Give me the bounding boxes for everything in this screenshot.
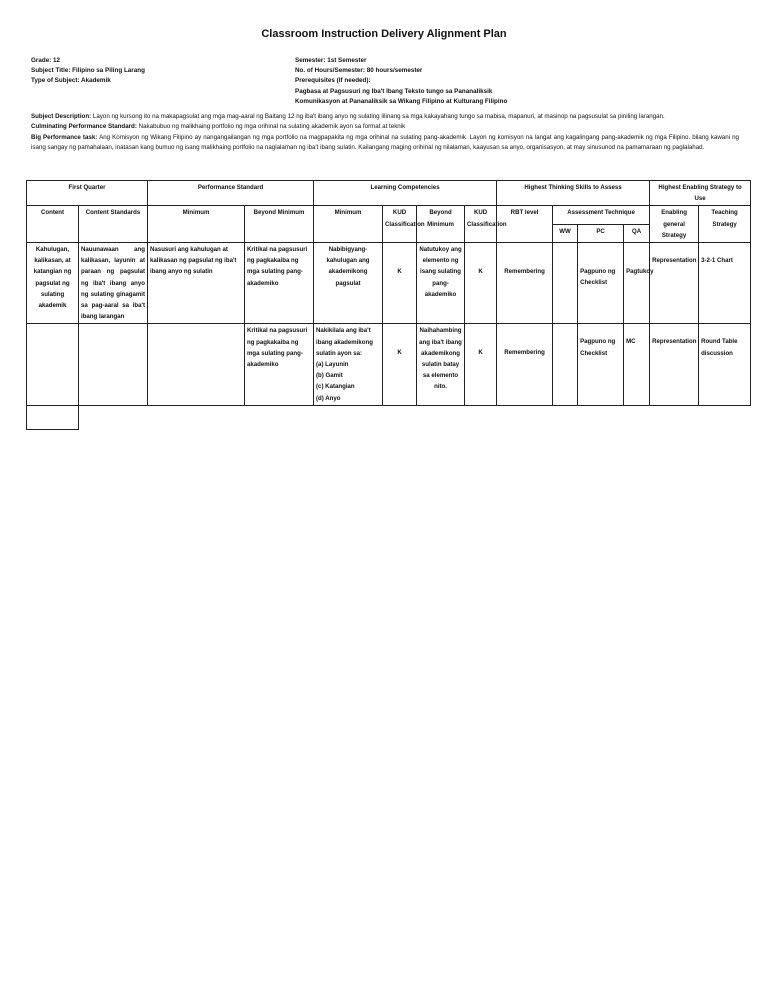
teaching-value: 3-2-1 Chart	[701, 257, 733, 265]
big-task-text: Ang Komisyon ng Wikang Filipino ay nangangailangan ng mga portfolio na magpapakita ng mga orihinal na sulating pang-akademik. Layon ng komisyon na langat ang kagalingang pang-akademik ng mga Filipino. bilang kawani ng isang sangay ng pamahalaan, inatasan kang bumuo ng isang malikhaing portfolio na naglalaman ng iba't ibang sulatin. Kailangang maging orihinal ng nilalaman, kaayusan sa anyo, organisasyon, at may sinusunod na pamamaraan ng paglalahad.	[31, 133, 739, 151]
kud-cell-2	[465, 243, 497, 324]
enabling-value: Representation	[652, 257, 697, 265]
rbt-value: Remembering	[504, 349, 545, 357]
pc-value: Pagpuno ng Checklist	[580, 268, 616, 287]
lc-minimum-header: Minimum	[314, 206, 383, 243]
content-standards-cell: Nauunawaan ang kalikasan, layunin at paraan ng pagsulat ng iba't ibang anyo ng sulating ginagamit sa pag-aaral sa iba't ibang larangan	[79, 243, 148, 324]
document-title: Classroom Instruction Delivery Alignment Plan	[261, 28, 507, 40]
thinking-skills-header: Highest Thinking Skills to Assess	[497, 181, 650, 206]
enabling-strategy-header: Highest Enabling Strategy to Use	[650, 181, 751, 206]
subject-description-text: Layon ng kursong ito na makapagsulat ang mga mag-aaral ng Baitang 12 ng iba't ibang anyo ng sulating lilinang sa mga kakayahang tungo sa mabisa, mapanuri, at masinop na pagsusulat sa piniling larangan.	[92, 113, 665, 120]
culminating-label: Culminating Performance Standard:	[31, 123, 137, 131]
content-header: Content	[27, 206, 79, 243]
kud-cell-1	[383, 324, 417, 405]
enabling-general-header: Enabling general Strategy	[650, 206, 699, 243]
pc-value: Pagpuno ng Checklist	[580, 338, 616, 357]
kud-header-1: KUD Classification	[383, 206, 417, 243]
header-row-2	[27, 206, 751, 224]
content-cell: Kahulugan, kalikasan, at katangian ng pagsulat ng sulating akademik	[27, 243, 79, 324]
kud-value-1: K	[397, 268, 402, 276]
list-item: (d) Anyo	[316, 394, 341, 402]
ps-minimum-header: Minimum	[148, 206, 245, 243]
list-item: (b) Gamit	[316, 372, 343, 380]
kud-value-2: K	[478, 349, 483, 357]
teaching-value: Round Table discussion	[701, 338, 738, 357]
lc-minimum-cell	[314, 324, 383, 405]
ps-minimum-cell-empty	[148, 324, 245, 405]
lc-minimum-intro: Nakikilala ang iba't ibang akademikong sulatin ayon sa:	[316, 327, 373, 357]
table-row	[27, 243, 751, 324]
left-meta	[31, 56, 145, 87]
header-row-1	[27, 181, 751, 206]
content-standards-header: Content Standards	[79, 206, 148, 243]
kud-header-2: KUD Classification	[465, 206, 497, 243]
qa-value: MC	[626, 338, 636, 346]
lc-beyond-cell: Natutukoy ang elemento ng isang sulating pang-akademiko	[417, 243, 465, 324]
subject-description	[31, 112, 739, 122]
teaching-cell	[699, 324, 751, 405]
enabling-cell	[650, 324, 699, 405]
qa-header: QA	[624, 224, 650, 242]
table-stub-cell	[26, 405, 79, 430]
lc-beyond-header: Beyond Minimum	[417, 206, 465, 243]
ww-cell	[553, 324, 578, 405]
kud-cell-1	[383, 243, 417, 324]
qa-cell	[624, 324, 650, 405]
kud-value-1: K	[397, 349, 402, 357]
learning-competencies-header: Learning Competencies	[314, 181, 497, 206]
ps-beyond-cell: Kritikal na pagsusuri ng pagkakaiba ng mga sulating pang-akademiko	[245, 324, 314, 405]
teaching-cell	[699, 243, 751, 324]
content-cell-empty	[27, 324, 79, 405]
rbt-cell	[497, 243, 553, 324]
enabling-cell	[650, 243, 699, 324]
pc-header: PC	[578, 224, 624, 242]
hours-line: No. of Hours/Semester: 80 hours/semester	[295, 67, 423, 75]
prerequisites-line: Prerequisites (If needed):	[295, 77, 371, 85]
ww-cell	[553, 243, 578, 324]
ps-beyond-cell: Kritikal na pagsusuri ng pagkakaiba ng mga sulating pang-akademiko	[245, 243, 314, 324]
performance-standard-header: Performance Standard	[148, 181, 314, 206]
prerequisite-1: Pagbasa at Pagsusuri ng Iba't Ibang Teksto tungo sa Pananaliksik	[295, 87, 493, 95]
subject-title-line: Subject Title: Filipino sa Piling Larang	[31, 67, 145, 75]
rbt-value: Remembering	[504, 268, 545, 276]
pc-cell	[578, 243, 624, 324]
qa-value: Pagtukoy	[626, 268, 654, 276]
lc-minimum-cell: Nabibigyang-kahulugan ang akademikong pagsulat	[314, 243, 383, 324]
big-task-label: Big Performance task:	[31, 133, 98, 141]
table-row	[27, 324, 751, 405]
rbt-header: RBT level	[497, 206, 553, 243]
semester-line: Semester: 1st Semester	[295, 57, 367, 64]
pc-cell	[578, 324, 624, 405]
ww-header: WW	[553, 224, 578, 242]
right-meta	[295, 56, 507, 107]
prerequisite-2: Komunikasyon at Pananaliksik sa Wikang Filipino at Kulturang Filipino	[295, 97, 508, 105]
culminating-standard	[31, 122, 739, 132]
enabling-value: Representation	[652, 338, 697, 346]
big-performance-task	[31, 133, 739, 154]
subject-description-label: Subject Description:	[31, 113, 92, 120]
teaching-strategy-header: Teaching Strategy	[699, 206, 751, 243]
assessment-header: Assessment Technique	[553, 206, 650, 224]
kud-cell-2	[465, 324, 497, 405]
list-item: (c) Katangian	[316, 383, 355, 391]
lc-beyond-cell: Naihahambing ang iba't ibang akademikong sulatin batay sa elemento nito.	[417, 324, 465, 405]
culminating-text: Nakabubuo ng malikhaing portfolio ng mga orihinal na sulating akademik ayon sa format at teknik	[138, 123, 406, 131]
quarter-header: First Quarter	[27, 181, 148, 206]
grade-line: Grade: 12	[31, 57, 61, 64]
alignment-table	[26, 180, 751, 406]
subject-type-line: Type of Subject: Akademik	[31, 77, 111, 85]
kud-value-2: K	[478, 268, 483, 276]
description-block	[31, 112, 739, 153]
list-item: (a) Layunin	[316, 361, 349, 369]
qa-cell	[624, 243, 654, 324]
ps-minimum-cell: Nasusuri ang kahulugan at kalikasan ng pagsulat ng iba't ibang anyo ng sulatin	[148, 243, 245, 324]
rbt-cell	[497, 324, 553, 405]
ps-beyond-header: Beyond Minimum	[245, 206, 314, 243]
content-standards-cell-empty	[79, 324, 148, 405]
